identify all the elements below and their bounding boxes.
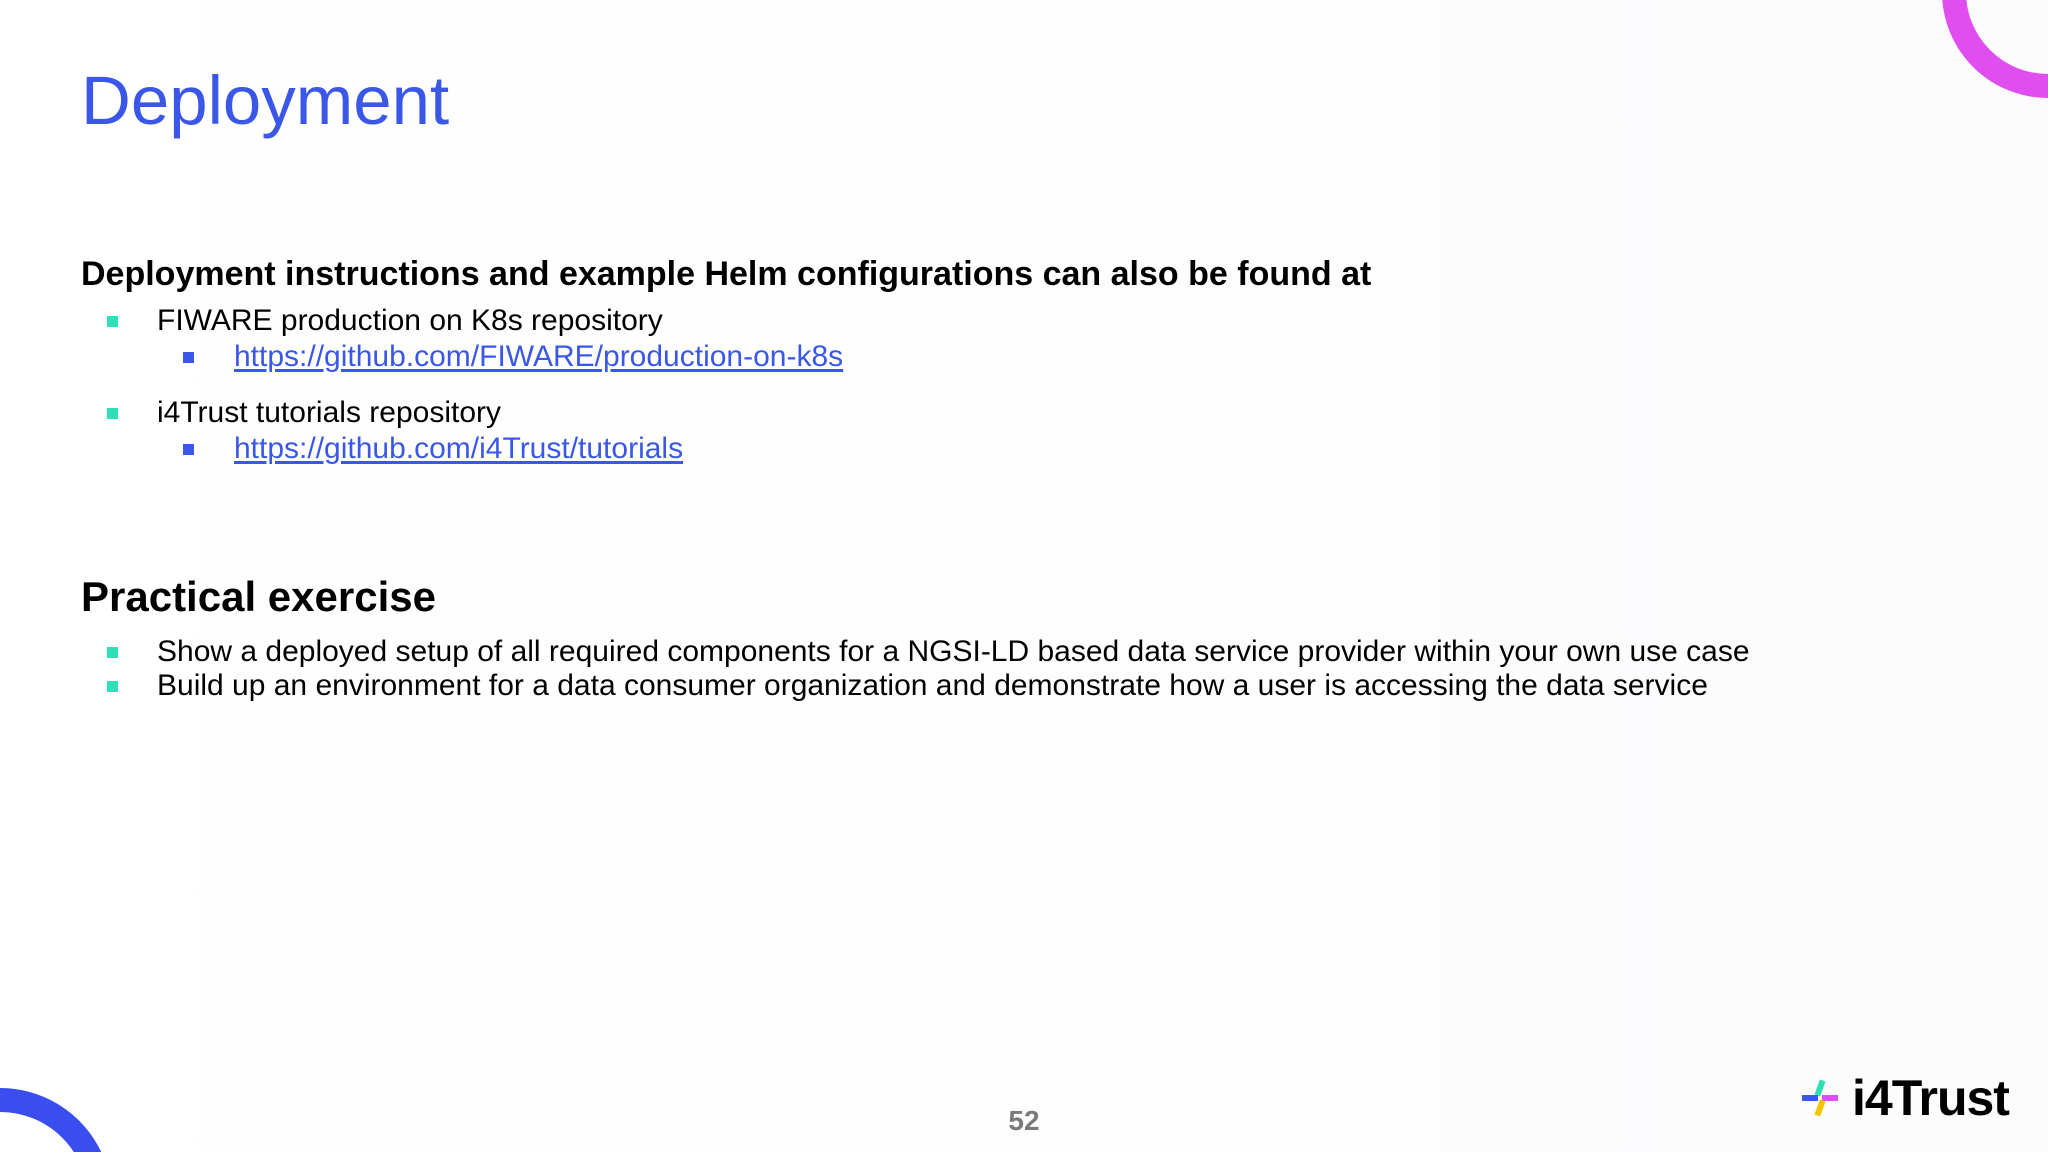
resource-label: i4Trust tutorials repository — [157, 396, 502, 429]
section-heading-deployment: Deployment instructions and example Helm configurations can also be found at — [81, 255, 1372, 293]
exercise-text: Build up an environment for a data consumer organization and demonstrate how a user is accessing the data service — [157, 669, 1708, 702]
resource-label: FIWARE production on K8s repository — [157, 304, 663, 337]
exercise-text: Show a deployed setup of all required components for a NGSI-LD based data service provider within your own use case — [157, 635, 1750, 668]
page-number: 52 — [1008, 1105, 1040, 1136]
square-bullet-icon — [107, 316, 118, 327]
logo-wordmark: i4Trust — [1852, 1070, 2009, 1126]
square-bullet-icon — [107, 647, 118, 658]
i4trust-tutorials-link[interactable]: https://github.com/i4Trust/tutorials — [234, 432, 684, 465]
section-heading-practical-exercise: Practical exercise — [81, 573, 436, 620]
page-title: Deployment — [81, 62, 450, 139]
fiware-production-link[interactable]: https://github.com/FIWARE/production-on-k8s — [234, 340, 844, 373]
corner-arc-top-right-icon — [1940, 0, 2048, 100]
square-bullet-icon — [107, 408, 118, 419]
i4trust-plus-icon — [1800, 1078, 1840, 1118]
i4trust-logo — [1800, 1070, 2009, 1126]
square-bullet-icon — [183, 352, 194, 363]
square-bullet-icon — [183, 444, 194, 455]
square-bullet-icon — [107, 681, 118, 692]
